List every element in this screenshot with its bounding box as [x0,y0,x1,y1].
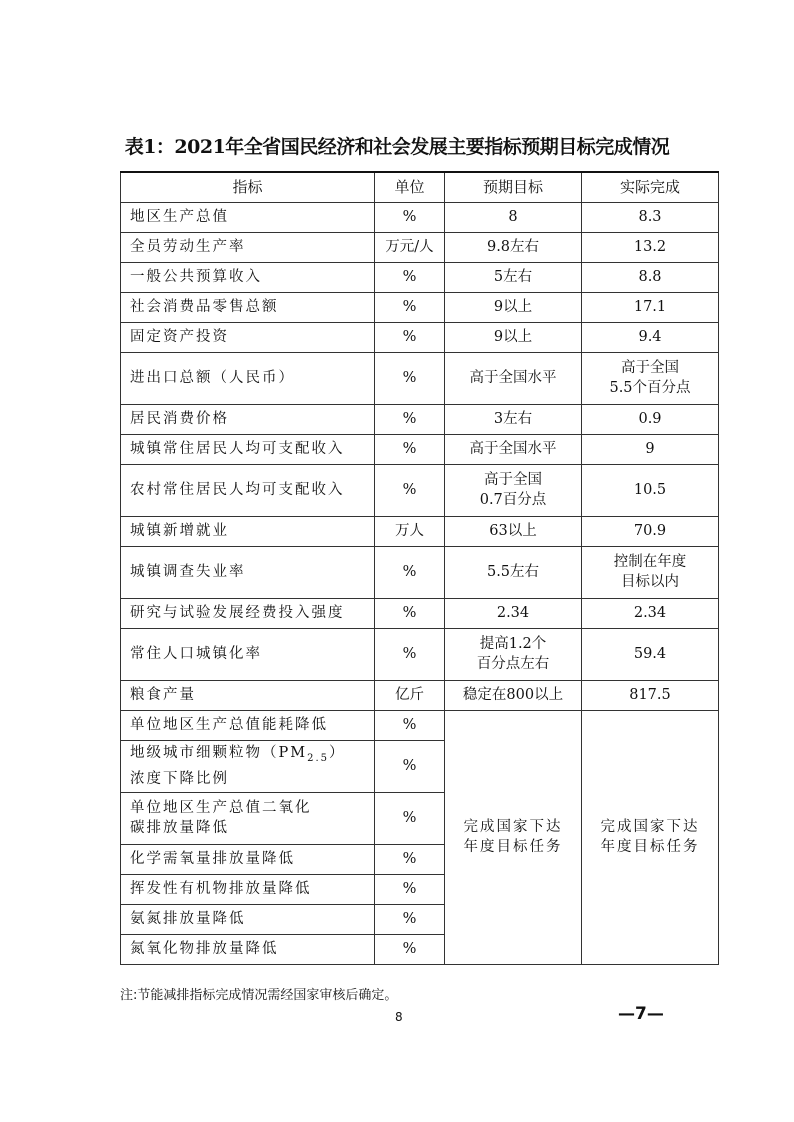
indicator-cell: 氨氮排放量降低 [121,904,375,934]
table-note: 注:节能减排指标完成情况需经国家审核后确定。 [120,988,398,1003]
header-actual: 实际完成 [582,172,719,202]
indicator-cell: 城镇调查失业率 [121,546,375,598]
indicator-cell [121,740,375,792]
target-cell: 63以上 [445,516,582,546]
indicator-cell: 常住人口城镇化率 [121,628,375,680]
table-row [121,598,719,628]
unit-cell: % [375,792,445,844]
unit-cell: % [375,464,445,516]
target-cell: 8 [445,202,582,232]
indicator-cell: 城镇新增就业 [121,516,375,546]
indicator-cell: 居民消费价格 [121,404,375,434]
target-cell: 高于全国水平 [445,434,582,464]
target-cell: 稳定在800以上 [445,680,582,710]
merged-target-line-1: 完成国家下达 [463,819,563,835]
actual-cell: 817.5 [582,680,719,710]
table-row [121,546,719,598]
actual-cell: 8.8 [582,262,719,292]
header-indicator: 指标 [121,172,375,202]
unit-cell: % [375,628,445,680]
merged-target-cell [445,710,582,964]
indicator-cell: 粮食产量 [121,680,375,710]
unit-cell: % [375,434,445,464]
indicator-cell [121,792,375,844]
actual-cell: 9.4 [582,322,719,352]
actual-line-1: 高于全国 [621,360,679,376]
indicator-cell: 固定资产投资 [121,322,375,352]
indicator-line-2: 浓度下降比例 [130,770,229,787]
unit-cell: % [375,352,445,404]
table-row [121,292,719,322]
unit-cell: 万人 [375,516,445,546]
merged-actual-line-2: 年度目标任务 [600,839,700,855]
indicator-cell: 化学需氧量排放量降低 [121,844,375,874]
indicator-line-2: 碳排放量降低 [130,820,229,836]
actual-cell: 9 [582,434,719,464]
unit-cell: % [375,598,445,628]
table-row [121,404,719,434]
unit-cell: % [375,292,445,322]
table-row [121,516,719,546]
actual-cell: 8.3 [582,202,719,232]
table-row [121,628,719,680]
unit-cell: % [375,740,445,792]
unit-cell: % [375,874,445,904]
actual-line-1: 控制在年度 [613,554,687,570]
indicator-cell: 进出口总额（人民币） [121,352,375,404]
actual-cell [582,546,719,598]
header-row [121,172,719,202]
indicator-cell: 单位地区生产总值能耗降低 [121,710,375,740]
indicator-cell: 全员劳动生产率 [121,232,375,262]
target-cell [445,464,582,516]
actual-cell: 17.1 [582,292,719,322]
target-cell: 2.34 [445,598,582,628]
indicator-cell: 一般公共预算收入 [121,262,375,292]
target-cell: 9以上 [445,322,582,352]
indicator-cell: 研究与试验发展经费投入强度 [121,598,375,628]
unit-cell: % [375,546,445,598]
table-row [121,434,719,464]
actual-cell: 70.9 [582,516,719,546]
target-line-2: 0.7百分点 [479,492,547,508]
table-row [121,710,719,740]
unit-cell: 万元/人 [375,232,445,262]
indicator-table [120,171,719,965]
table-row [121,680,719,710]
actual-cell: 59.4 [582,628,719,680]
target-cell: 高于全国水平 [445,352,582,404]
unit-cell: % [375,262,445,292]
target-cell: 3左右 [445,404,582,434]
indicator-cell: 农村常住居民人均可支配收入 [121,464,375,516]
unit-cell: % [375,202,445,232]
indicator-cell: 地区生产总值 [121,202,375,232]
target-line-2: 百分点左右 [476,656,550,672]
indicator-subscript: 2.5 [307,752,330,764]
actual-line-2: 目标以内 [621,574,679,590]
table-row [121,352,719,404]
table-title: 表1：2021年全省国民经济和社会发展主要指标预期目标完成情况 [124,136,670,158]
target-line-1: 提高1.2个 [479,636,547,652]
actual-cell: 10.5 [582,464,719,516]
merged-actual-line-1: 完成国家下达 [600,819,700,835]
table-row [121,464,719,516]
indicator-cell: 氮氧化物排放量降低 [121,934,375,964]
target-cell: 5.5左右 [445,546,582,598]
actual-cell: 0.9 [582,404,719,434]
target-cell [445,628,582,680]
target-line-1: 高于全国 [484,472,542,488]
unit-cell: % [375,934,445,964]
actual-cell [582,352,719,404]
unit-cell: % [375,844,445,874]
unit-cell: 亿斤 [375,680,445,710]
actual-cell: 2.34 [582,598,719,628]
table-row [121,322,719,352]
merged-target-line-2: 年度目标任务 [463,839,563,855]
table-row [121,202,719,232]
actual-line-2: 5.5个百分点 [609,380,691,396]
target-cell: 9.8左右 [445,232,582,262]
table-row [121,262,719,292]
indicator-cell: 城镇常住居民人均可支配收入 [121,434,375,464]
unit-cell: % [375,904,445,934]
unit-cell: % [375,404,445,434]
header-target: 预期目标 [445,172,582,202]
header-unit: 单位 [375,172,445,202]
merged-actual-cell [582,710,719,964]
table-row [121,232,719,262]
actual-cell: 13.2 [582,232,719,262]
indicator-cell: 社会消费品零售总额 [121,292,375,322]
target-cell: 9以上 [445,292,582,322]
indicator-line-1a: 地级城市细颗粒物（PM [130,745,308,762]
indicator-line-1: 单位地区生产总值二氧化 [130,800,312,816]
target-cell: 5左右 [445,262,582,292]
indicator-line-1b: ） [329,745,346,762]
unit-cell: % [375,322,445,352]
unit-cell: % [375,710,445,740]
indicator-cell: 挥发性有机物排放量降低 [121,874,375,904]
page-mark: —7— [618,1004,664,1024]
page-number: 8 [395,1010,403,1024]
